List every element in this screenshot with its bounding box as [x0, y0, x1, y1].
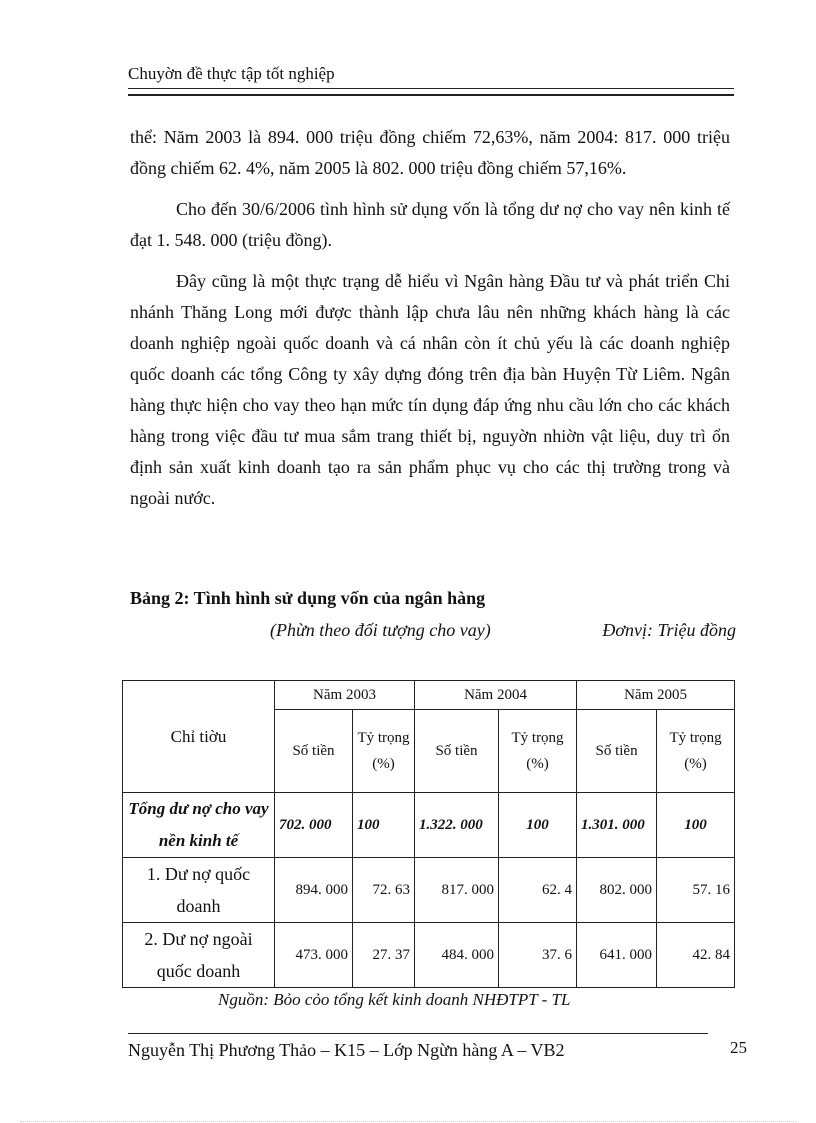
- cell: 641. 000: [577, 923, 657, 988]
- table-subcaption: (Phừn theo đối tượng cho vay): [270, 620, 491, 640]
- table-row-total: [123, 793, 735, 858]
- amount-header: Số tiền: [275, 710, 353, 793]
- header-rule: [128, 88, 734, 96]
- ratio-header: Tỷ trọng (%): [353, 710, 415, 793]
- cell: 57. 16: [657, 858, 735, 923]
- page-header-title: Chuyờn đề thực tập tốt nghiệp: [128, 64, 335, 83]
- paragraph-1: thể: Năm 2003 là 894. 000 triệu đồng chiếm 72,63%, năm 2004: 817. 000 triệu đồng chiếm 62. 4%, năm 2005 là 802. 000 triệu đồng chiếm 57,16%.: [130, 127, 730, 178]
- footer-rule: [128, 1033, 708, 1034]
- ratio-header: Tỷ trọng (%): [499, 710, 577, 793]
- cell: 817. 000: [415, 858, 499, 923]
- cell: 37. 6: [499, 923, 577, 988]
- table-source: Nguồn: Bỏo cỏo tổng kết kinh doanh NHĐTPT - TL: [218, 990, 571, 1009]
- cell: 894. 000: [275, 858, 353, 923]
- cell: 27. 37: [353, 923, 415, 988]
- cell: 702. 000: [275, 793, 353, 858]
- row-label: 2. Dư nợ ngoài quốc doanh: [123, 923, 275, 988]
- table-subcaption-row: [270, 620, 736, 641]
- body-text: [130, 122, 730, 524]
- cell: 1.301. 000: [577, 793, 657, 858]
- table-caption: Bảng 2: Tình hình sử dụng vốn của ngân hàng: [130, 588, 486, 608]
- page-number: 25: [730, 1038, 747, 1057]
- cell: 484. 000: [415, 923, 499, 988]
- cell: 473. 000: [275, 923, 353, 988]
- ratio-header: Tỷ trọng (%): [657, 710, 735, 793]
- table-unit: Đơnvị: Triệu đồng: [602, 620, 736, 640]
- year-header: Năm 2004: [415, 681, 577, 710]
- cell: 100: [657, 793, 735, 858]
- cell: 42. 84: [657, 923, 735, 988]
- year-header: Năm 2005: [577, 681, 735, 710]
- loan-usage-table: [122, 680, 735, 988]
- footer-author: Nguyễn Thị Phương Thảo – K15 – Lớp Ngừn hàng A – VB2: [128, 1040, 565, 1060]
- page-bottom-edge: [20, 1121, 796, 1122]
- cell: 62. 4: [499, 858, 577, 923]
- amount-header: Số tiền: [415, 710, 499, 793]
- paragraph-3: Đây cũng là một thực trạng dễ hiểu vì Ngân hàng Đầu tư và phát triển Chi nhánh Thăng Long mới được thành lập chưa lâu nên những khách hàng là các doanh nghiệp ngoài quốc doanh và cá nhân còn ít chủ yếu là các doanh nghiệp quốc doanh các tổng Công ty xây dựng đóng trên địa bàn Huyện Từ Liêm. Ngân hàng thực hiện cho vay theo hạn mức tín dụng đáp ứng nhu cầu lớn cho các khách hàng trong việc đầu tư mua sắm trang thiết bị, nguyờn nhiờn vật liệu, duy trì ổn định sản xuất kinh doanh tạo ra sản phẩm phục vụ cho các thị trường trong và ngoài nước.: [130, 271, 730, 508]
- table-row: [123, 923, 735, 988]
- cell: 1.322. 000: [415, 793, 499, 858]
- cell: 72. 63: [353, 858, 415, 923]
- cell: 100: [353, 793, 415, 858]
- amount-header: Số tiền: [577, 710, 657, 793]
- paragraph-2: Cho đến 30/6/2006 tình hình sử dụng vốn là tổng dư nợ cho vay nên kinh tế đạt 1. 548. 000 (triệu đồng).: [130, 199, 730, 250]
- table-row: [123, 858, 735, 923]
- row-label: 1. Dư nợ quốc doanh: [123, 858, 275, 923]
- row-header-cell: Chỉ tiờu: [123, 681, 275, 793]
- cell: 802. 000: [577, 858, 657, 923]
- row-label: Tổng dư nợ cho vay nền kinh tế: [123, 793, 275, 858]
- year-header: Năm 2003: [275, 681, 415, 710]
- cell: 100: [499, 793, 577, 858]
